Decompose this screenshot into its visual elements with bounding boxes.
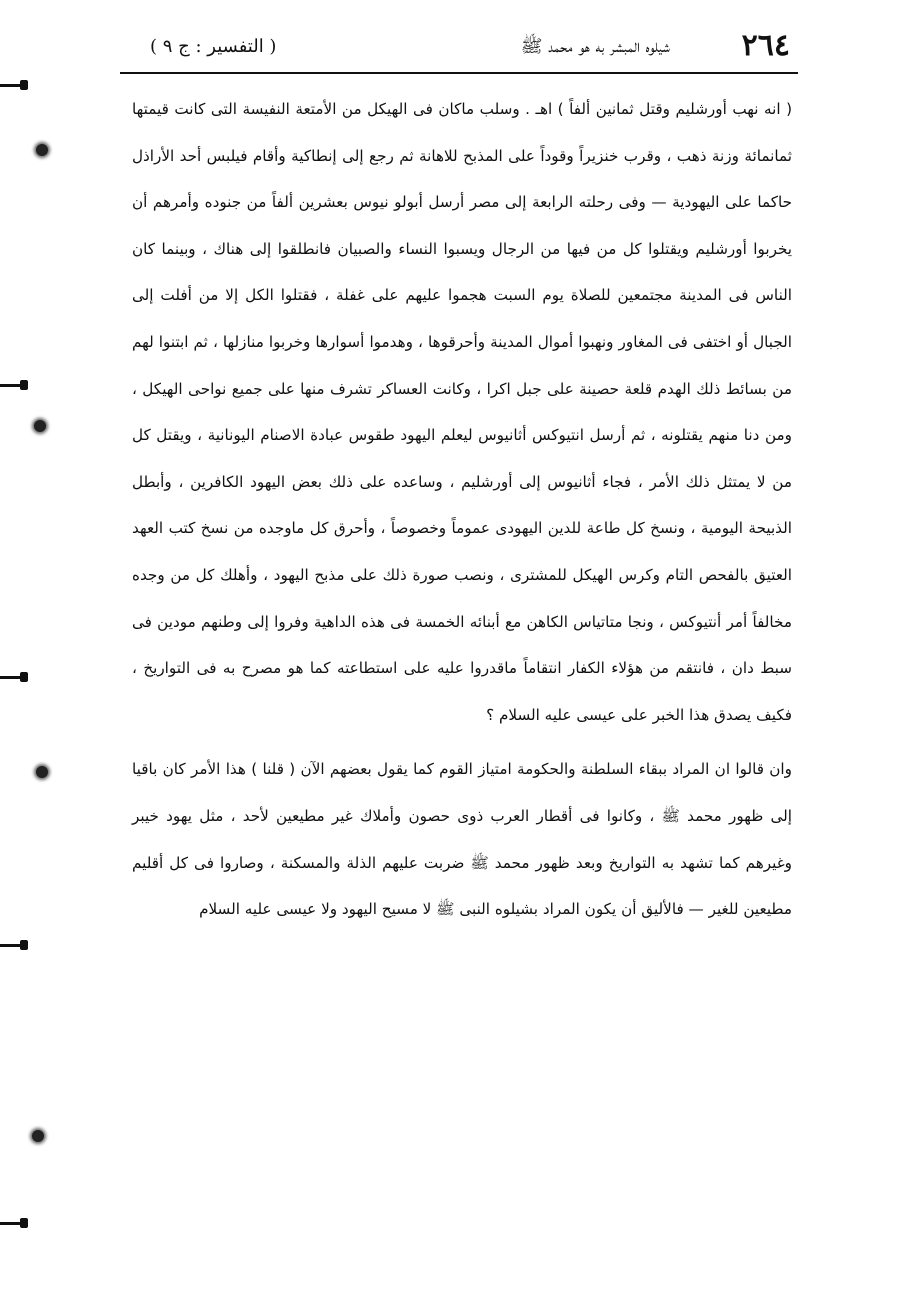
header-rule (120, 72, 798, 74)
scan-speck (36, 144, 48, 156)
scan-speck (34, 420, 46, 432)
page-body (132, 86, 792, 933)
margin-mark (0, 944, 26, 947)
margin-mark (0, 384, 26, 387)
margin-mark (0, 84, 26, 87)
page-header (150, 28, 790, 64)
scan-speck (36, 766, 48, 778)
scan-speck (32, 1130, 44, 1142)
margin-mark (0, 1222, 26, 1225)
section-reference: ( التفسير : ج ٩ ) (150, 36, 277, 57)
running-head: شيلوه المبشر به هو محمد ﷺ (520, 36, 670, 57)
paragraph: ( انه نهب أورشليم وقتل ثمانين ألفاً ) اهـ . وسلب ماكان فى الهيكل من الأمتعة النفيسة التى كانت قيمتها ثمانمائة وزنة ذهب ، وقرب خنزيراً وقوداً على المذبح للاهانة ثم رجع إلى إنطاكية وأقام فيلبس أحد الأراذل حاكما على اليهودية — وفى رحلته الرابعة إلى مصر أرسل أبولو نيوس بعشرين ألفاً من جنوده وأمرهم أن يخربوا أورشليم ويقتلوا كل من فيها من الرجال ويسبوا النساء والصبيان فانطلقوا إلى هناك ، وبينما كان الناس فى المدينة مجتمعين للصلاة يوم السبت هجموا عليهم على غفلة ، فقتلوا الكل إلا من أفلت إلى الجبال أو اختفى فى المغاور ونهبوا أموال المدينة وأحرقوها ، وهدموا أسوارها وخربوا منازلها ، ثم ابتنوا لهم من بسائط ذلك الهدم قلعة حصينة على جبل اكرا ، وكانت العساكر تشرف منها على جميع نواحى الهيكل ، ومن دنا منهم يقتلونه ، ثم أرسل انتيوكس أثانيوس ليعلم اليهود طقوس عبادة الاصنام اليونانية ، ويقتل كل من لا يمتثل ذلك الأمر ، فجاء أثانيوس إلى أورشليم ، وساعده على ذلك بعض اليهود الكافرين ، وأبطل الذبيحة اليومية ، ونسخ كل طاعة للدين اليهودى عموماً وخصوصاً ، وأحرق كل ماوجده من نسخ كتب العهد العتيق بالفحص التام وكرس الهيكل للمشترى ، ونصب صورة ذلك على مذبح اليهود ، وأهلك كل من وجده مخالفاً أمر أنتيوكس ، ونجا متاتياس الكاهن مع أبنائه الخمسة فى هذه الداهية وفروا إلى وطنهم مودين فى سبط دان ، فانتقم من هؤلاء الكفار انتقاماً ماقدروا عليه على استطاعته كما هو مصرح به فى التواريخ ، فكيف يصدق هذا الخبر على عيسى عليه السلام ؟ (132, 100, 792, 724)
page-number: ٢٦٤ (741, 28, 790, 63)
margin-mark (0, 676, 26, 679)
paragraph: وان قالوا ان المراد ببقاء السلطنة والحكومة امتياز القوم كما يقول بعضهم الآن ( قلنا ) هذا الأمر كان باقيا إلى ظهور محمد ﷺ ، وكانوا فى أقطار العرب ذوى حصون وأملاك غير مطيعين لأحد ، مثل يهود خيبر وغيرهم كما تشهد به التواريخ وبعد ظهور محمد ﷺ ضربت عليهم الذلة والمسكنة ، وصاروا فى كل أقليم مطيعين للغير — فالأليق أن يكون المراد بشيلوه النبى ﷺ لا مسيح اليهود ولا عيسى عليه السلام (132, 760, 792, 919)
